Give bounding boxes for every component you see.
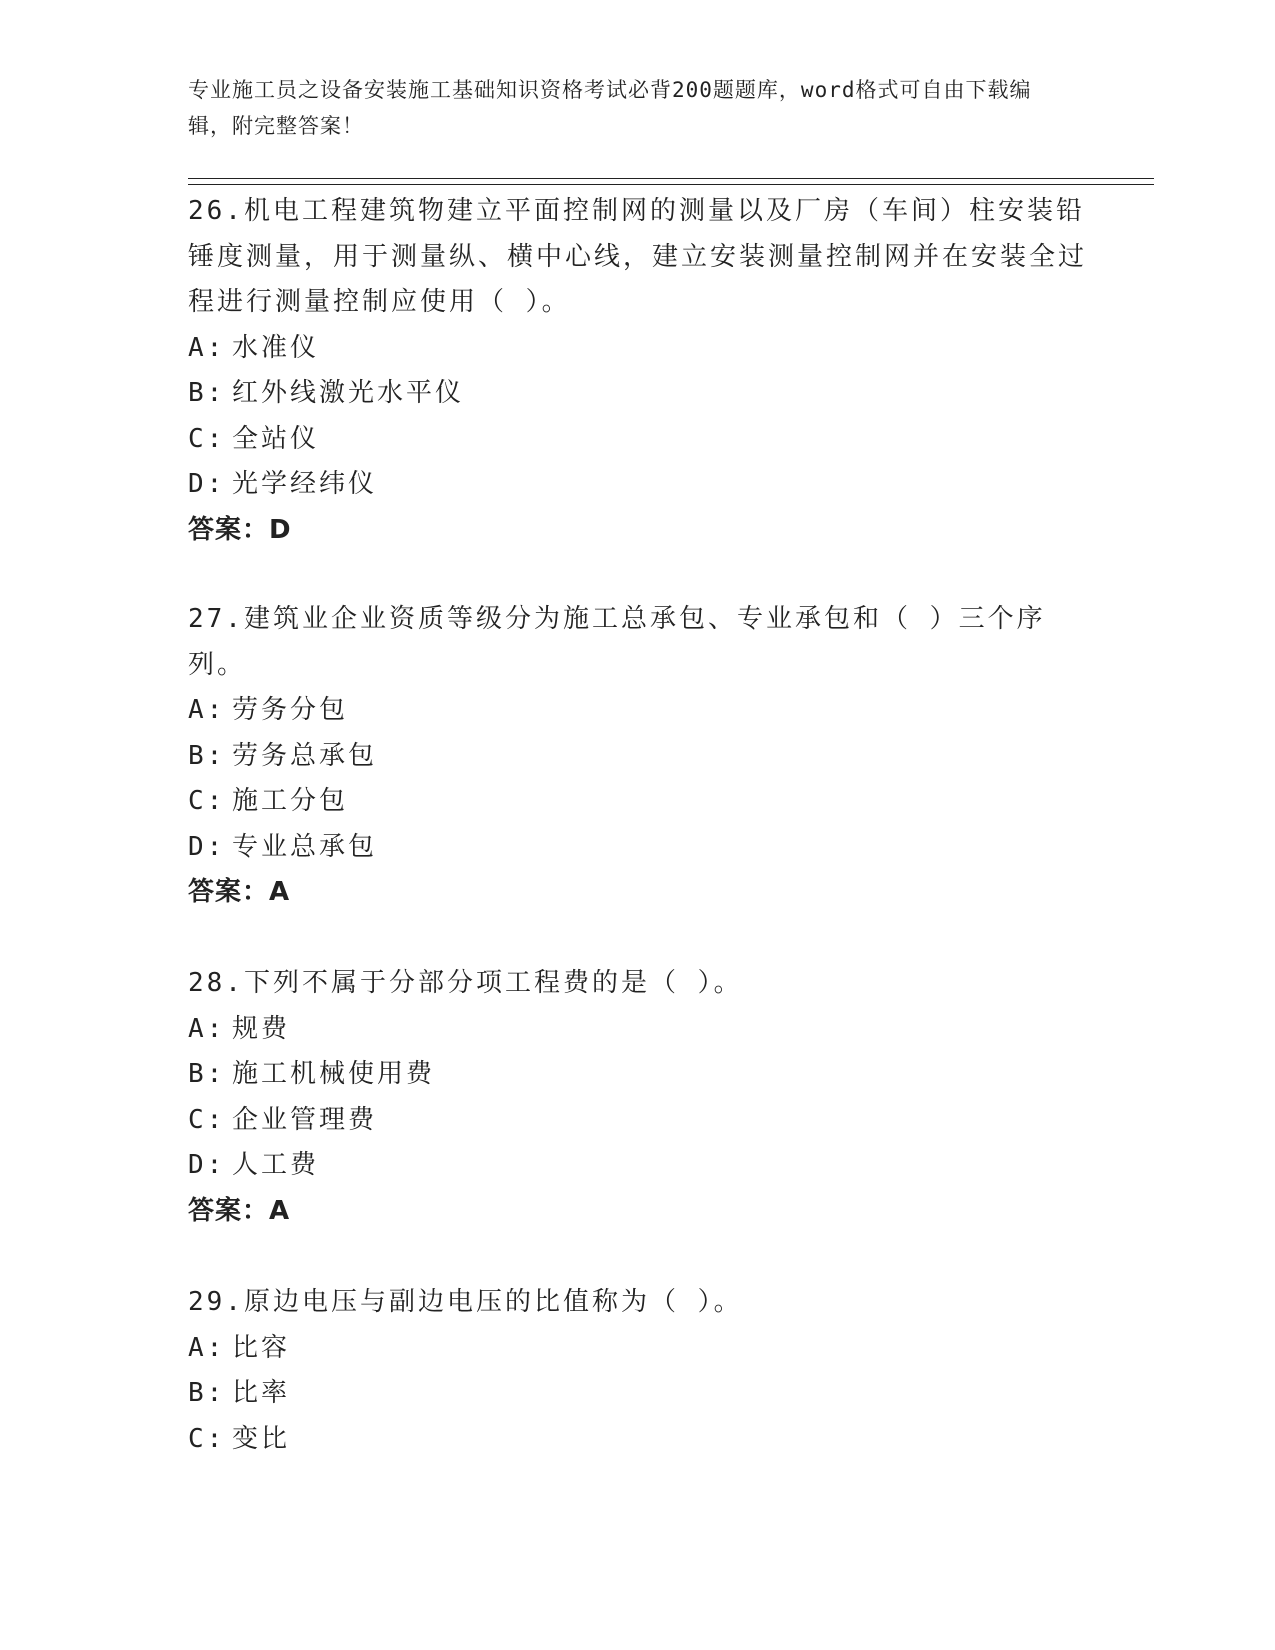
option-letter: B:	[188, 740, 226, 771]
option-letter: A:	[188, 1013, 226, 1044]
option-b	[188, 371, 1088, 417]
option-letter: C:	[188, 786, 226, 816]
option-letter: D:	[188, 1150, 226, 1180]
option-letter: A:	[188, 332, 226, 363]
option-a	[188, 326, 1088, 372]
header-divider-top	[188, 178, 1154, 179]
option-text: 水准仪	[232, 332, 320, 363]
question-text: 26.机电工程建筑物建立平面控制网的测量以及厂房（车间）柱安装铅锤度测量，用于测量纵、横中心线，建立安装测量控制网并在安装全过程进行测量控制应使用（ ）。	[188, 196, 1088, 317]
option-text: 劳务总承包	[232, 740, 378, 771]
option-text: 光学经纬仪	[232, 469, 378, 499]
option-text: 劳务分包	[232, 695, 349, 725]
question-29	[188, 1280, 1088, 1462]
option-letter: B:	[188, 378, 226, 408]
option-letter: C:	[188, 1423, 226, 1454]
option-text: 企业管理费	[232, 1104, 378, 1135]
header-divider-bottom	[188, 184, 1154, 185]
option-a	[188, 688, 1088, 734]
option-text: 全站仪	[232, 423, 320, 454]
document-header: 专业施工员之设备安装施工基础知识资格考试必背200题题库，word格式可自由下载编辑，附完整答案！	[188, 78, 1032, 138]
option-text: 施工分包	[232, 786, 349, 816]
option-letter: A:	[188, 695, 226, 725]
option-b	[188, 734, 1088, 780]
option-letter: C:	[188, 423, 226, 454]
option-letter: B:	[188, 1378, 226, 1408]
answer: 答案：A	[188, 1195, 291, 1226]
option-text: 变比	[232, 1423, 291, 1454]
option-d	[188, 825, 1088, 871]
option-text: 红外线激光水平仪	[232, 378, 465, 408]
option-c	[188, 1098, 1088, 1144]
option-a	[188, 1007, 1088, 1053]
question-27	[188, 597, 1088, 916]
option-d	[188, 1143, 1088, 1189]
option-letter: C:	[188, 1104, 226, 1135]
option-text: 比容	[232, 1332, 291, 1363]
option-c	[188, 779, 1088, 825]
question-text: 27.建筑业企业资质等级分为施工总承包、专业承包和（ ）三个序列。	[188, 604, 1046, 680]
option-d	[188, 462, 1088, 508]
question-text: 29.原边电压与副边电压的比值称为（ ）。	[188, 1287, 743, 1317]
option-c	[188, 417, 1088, 463]
option-text: 施工机械使用费	[232, 1059, 436, 1089]
option-a	[188, 1326, 1088, 1372]
option-text: 规费	[232, 1013, 291, 1044]
option-b	[188, 1371, 1088, 1417]
answer: 答案：A	[188, 877, 291, 907]
option-c	[188, 1417, 1088, 1463]
answer: 答案：D	[188, 514, 292, 545]
option-text: 人工费	[232, 1150, 320, 1180]
question-28	[188, 961, 1088, 1234]
option-letter: D:	[188, 469, 226, 499]
option-letter: B:	[188, 1059, 226, 1089]
option-text: 比率	[232, 1378, 291, 1408]
question-text: 28.下列不属于分部分项工程费的是（ ）。	[188, 968, 743, 998]
option-b	[188, 1052, 1088, 1098]
option-letter: D:	[188, 831, 226, 862]
option-text: 专业总承包	[232, 831, 378, 862]
question-26	[188, 189, 1088, 553]
option-letter: A:	[188, 1332, 226, 1363]
